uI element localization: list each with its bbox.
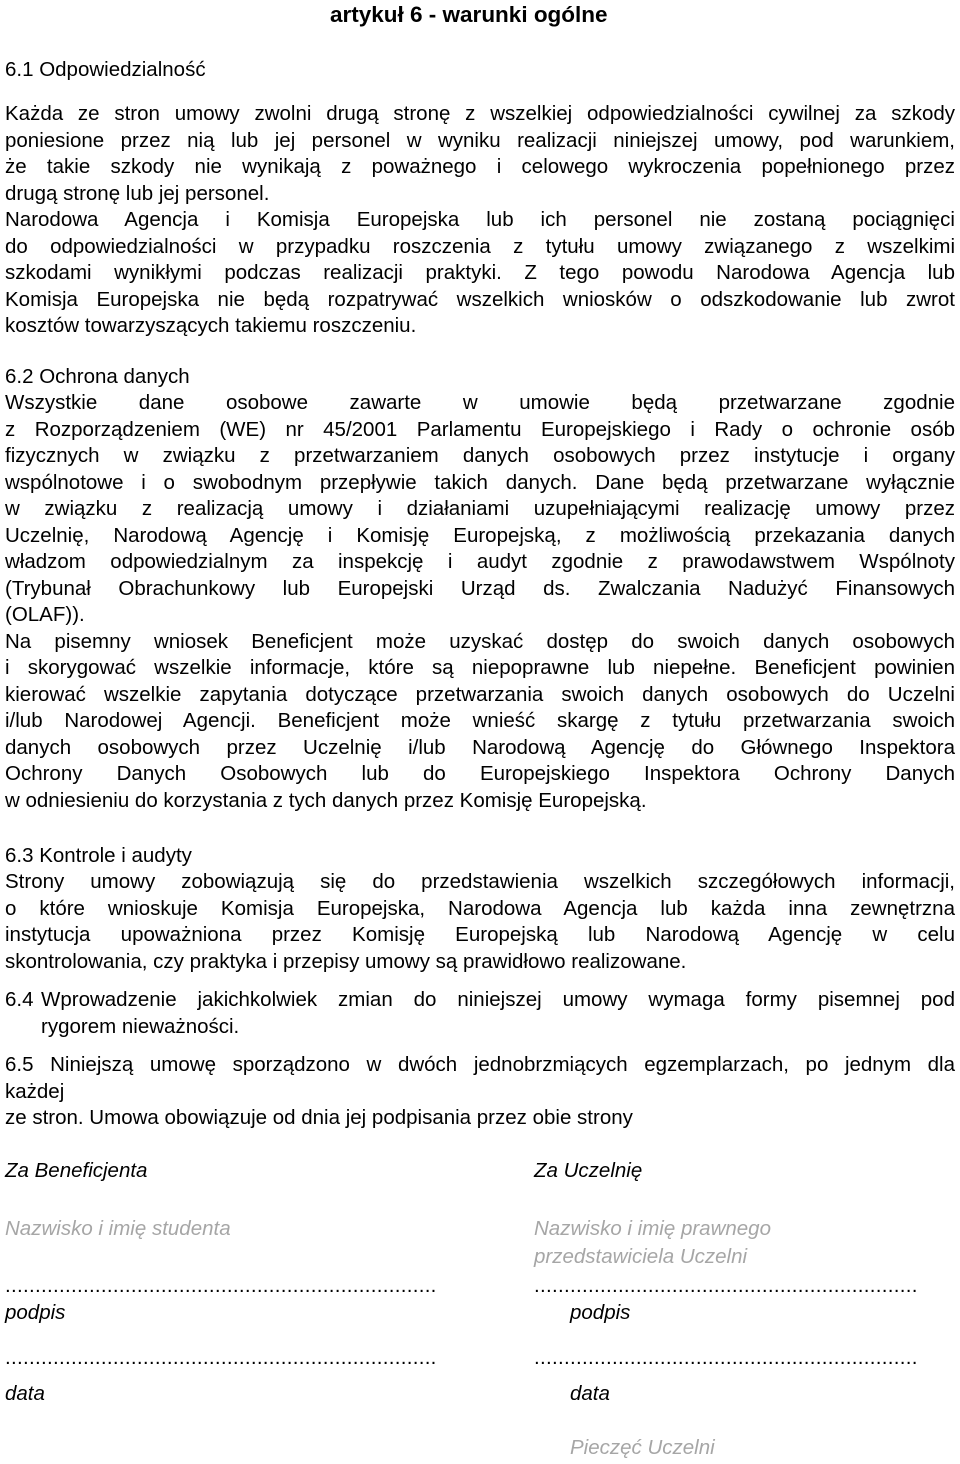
party-university-label: Za Uczelnię	[534, 1159, 643, 1182]
signature-label: podpis	[570, 1301, 631, 1324]
section-6-5	[5, 1052, 955, 1132]
student-name-hint: Nazwisko i imię studenta	[5, 1217, 231, 1240]
text-line: w związku z realizacją umowy i działaniami uzupełniającymi realizację umowy przez	[5, 497, 955, 520]
text-line: rygorem nieważności.	[41, 1014, 240, 1038]
representative-name-hint: przedstawiciela Uczelni	[534, 1245, 748, 1268]
text-line: w odniesieniu do korzystania z tych danych przez Komisję Europejską.	[5, 788, 647, 812]
text-line: kosztów towarzyszących takiemu roszczeniu.	[5, 314, 417, 337]
text-line: (OLAF)).	[5, 603, 85, 626]
text-line: i/lub Narodowej Agencji. Beneficjent może wnieść skargę z tytułu przetwarzania swoich	[5, 709, 955, 732]
signature-line: ................................................................	[534, 1274, 918, 1297]
text-line: drugą stronę lub jej personel.	[5, 181, 270, 205]
text-line: do odpowiedzialności w przypadku roszczenia z tytułu umowy związanego z wszelkimi	[5, 234, 955, 258]
text-line: o które wnioskuje Komisja Europejska, Narodowa Agencja lub każda inna zewnętrzna	[5, 896, 955, 920]
text-line: każdej	[5, 1079, 65, 1103]
article-title: artykuł 6 - warunki ogólne	[330, 2, 608, 27]
text-line: fizycznych w związku z przetwarzaniem danych osobowych przez instytucje i organy	[5, 444, 955, 467]
signature-line: ........................................................................	[5, 1274, 437, 1297]
text-line	[5, 1052, 955, 1079]
text-line: instytucja upoważniona przez Komisję Europejską lub Narodową Agencję w celu	[5, 923, 955, 946]
text-line: Na pisemny wniosek Beneficjent może uzyskać dostęp do swoich danych osobowych	[5, 629, 955, 653]
text-line: Każda ze stron umowy zwolni drugą stronę z wszelkiej odpowiedzialności cywilnej za szkody	[5, 102, 955, 125]
text-line: danych osobowych przez Uczelnię i/lub Narodową Agencję do Głównego Inspektora	[5, 735, 955, 759]
text-line: i skorygować wszelkie informacje, które są niepoprawne lub niepełne. Beneficjent powinien	[5, 656, 955, 679]
section-6-3-heading: 6.3 Kontrole i audyty	[5, 844, 192, 867]
text-line: szkodami wynikłymi podczas realizacji praktyki. Z tego powodu Narodowa Agencja lub	[5, 261, 955, 284]
date-label: data	[570, 1382, 610, 1405]
date-line: ................................................................	[534, 1346, 918, 1369]
date-line: ........................................................................	[5, 1346, 437, 1369]
text-line: władzom odpowiedzialnym za inspekcję i audyt zgodnie z prawodawstwem Wspólnoty	[5, 550, 955, 573]
text-line: ze stron. Umowa obowiązuje od dnia jej podpisania przez obie strony	[5, 1106, 633, 1129]
text-line: z Rozporządzeniem (WE) nr 45/2001 Parlamentu Europejskiego i Rady o ochronie osób	[5, 417, 955, 441]
text-line: wspólnotowe i o swobodnym przepływie takich danych. Dane będą przetwarzane wyłącznie	[5, 470, 955, 494]
text-line: Strony umowy zobowiązują się do przedstawienia wszelkich szczegółowych informacji,	[5, 870, 955, 893]
text-line: Uczelnię, Narodową Agencję i Komisję Europejską, z możliwością przekazania danych	[5, 523, 955, 547]
text-line: że takie szkody nie wynikają z poważnego i celowego wykroczenia popełnionego przez	[5, 155, 955, 178]
university-stamp-label: Pieczęć Uczelni	[570, 1436, 715, 1459]
text-line: Wprowadzenie jakichkolwiek zmian do niniejszej umowy wymaga formy pisemnej pod	[41, 988, 955, 1011]
representative-name-hint: Nazwisko i imię prawnego	[534, 1217, 771, 1240]
section-6-3-body	[5, 869, 955, 975]
section-number: 6.4	[5, 988, 34, 1011]
signature-label: podpis	[5, 1301, 66, 1324]
date-label: data	[5, 1382, 45, 1405]
section-6-1-body	[5, 101, 955, 340]
text-span: Niniejszą umowę sporządzono w dwóch jednobrzmiących egzemplarzach, po jednym dla	[50, 1053, 955, 1076]
section-6-2-body	[5, 390, 955, 814]
party-beneficiary-label: Za Beneficjenta	[5, 1159, 148, 1182]
text-line: poniesione przez nią lub jej personel w wyniku realizacji niniejszej umowy, pod warunkiem,	[5, 128, 955, 152]
section-number: 6.5	[5, 1053, 34, 1076]
text-line: Komisja Europejska nie będą rozpatrywać wszelkich wniosków o odszkodowanie lub zwrot	[5, 287, 955, 311]
section-6-4	[5, 987, 955, 1040]
text-line: kierować wszelkie zapytania dotyczące przetwarzania swoich danych osobowych do Uczelni	[5, 682, 955, 706]
section-6-1-heading: 6.1 Odpowiedzialność	[5, 58, 206, 81]
text-line: (Trybunał Obrachunkowy lub Europejski Urząd ds. Zwalczania Nadużyć Finansowych	[5, 576, 955, 600]
text-line: skontrolowania, czy praktyka i przepisy umowy są prawidłowo realizowane.	[5, 949, 687, 973]
text-line: Narodowa Agencja i Komisja Europejska lub ich personel nie zostaną pociągnięci	[5, 208, 955, 231]
text-line: Ochrony Danych Osobowych lub do Europejskiego Inspektora Ochrony Danych	[5, 762, 955, 785]
section-6-2-heading: 6.2 Ochrona danych	[5, 365, 190, 388]
text-line: Wszystkie dane osobowe zawarte w umowie będą przetwarzane zgodnie	[5, 391, 955, 414]
